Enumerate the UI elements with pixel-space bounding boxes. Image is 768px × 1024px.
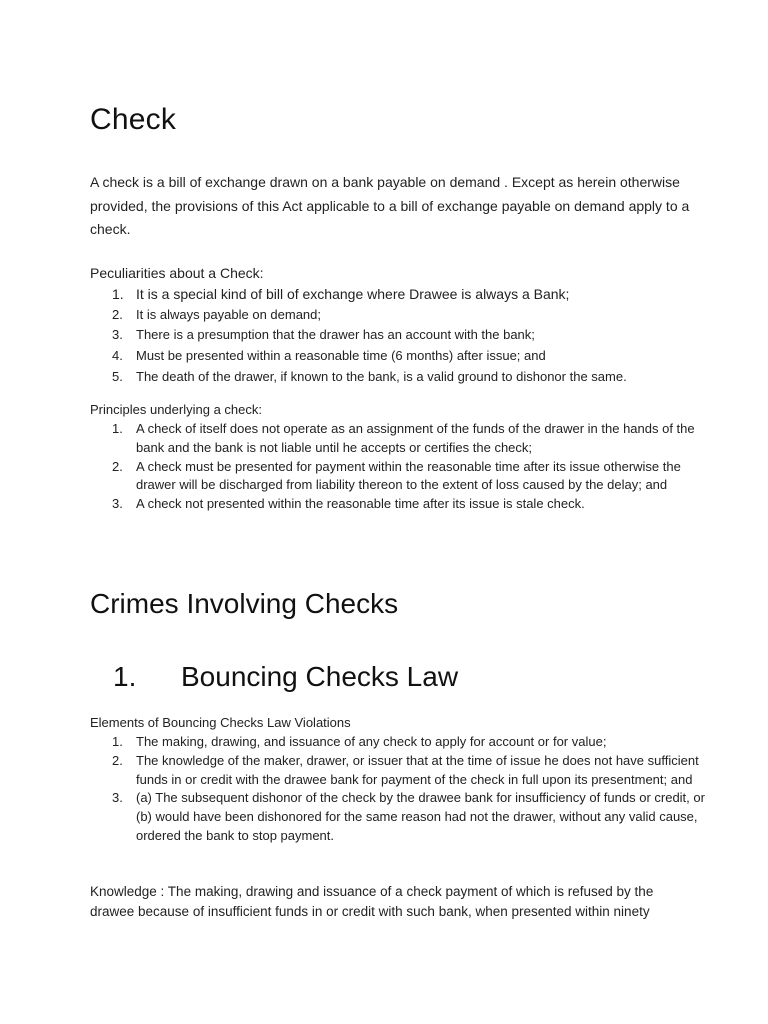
list-item-number: 2. [112,752,123,768]
subsection-title: Bouncing Checks Law [181,661,459,692]
intro-paragraph: A check is a bill of exchange drawn on a bank payable on demand . Except as herein otherwise provided, the provisions of this Act applicable to a bill of exchange payable on demand apply to a check. [90,174,690,237]
list-item [90,305,690,324]
list-item-text: The death of the drawer, if known to the bank, is a valid ground to dishonor the same. [136,369,627,384]
list-item [90,345,690,366]
list-item-number: 1. [112,734,123,749]
list-item [90,495,710,514]
list-item [90,458,710,496]
elements-list [90,733,710,846]
list-item-number: 4. [112,348,123,363]
list-item [90,284,690,305]
list-item [90,733,710,752]
subsection-heading [113,661,458,693]
list-item-text: The knowledge of the maker, drawer, or issuer that at the time of issue he does not have sufficient funds in or credit with the drawee bank for payment of the check in full upon its presentment; and [136,752,699,787]
section-heading: Crimes Involving Checks [90,588,399,619]
principles-label: Principles underlying a check: [90,402,262,417]
list-item-number: 1. [112,421,123,436]
list-item-number: 3. [112,790,123,806]
list-item-text: A check of itself does not operate as an assignment of the funds of the drawer in the hands of the bank and the bank is not liable until he accepts or certifies the check; [136,421,695,455]
list-item-text: A check not presented within the reasonable time after its issue is stale check. [136,496,585,512]
peculiarities-label: Peculiarities about a Check: [90,265,264,281]
list-item-number: 2. [112,458,123,474]
page-title: Check [90,103,177,136]
list-item [90,420,710,458]
list-item-number: 3. [112,496,123,512]
list-item-text: It is a special kind of bill of exchange where Drawee is always a Bank; [136,286,570,302]
list-item [90,366,690,387]
principles-list [90,420,710,514]
list-item [90,789,710,845]
list-item-number: 1. [112,286,124,302]
knowledge-paragraph: Knowledge : The making, drawing and issuance of a check payment of which is refused by the drawee because of insufficient funds in or credit with such bank, when presented within ninety [90,884,654,919]
list-item-number: 2. [112,307,123,322]
subsection-number: 1. [113,661,137,692]
list-item [90,324,690,345]
list-item-text: (a) The subsequent dishonor of the check by the drawee bank for insufficiency of funds or credit, or (b) would have been dishonored for the same reason had not the drawer, without any valid cause, ordered the bank to stop payment. [136,790,705,843]
elements-label: Elements of Bouncing Checks Law Violations [90,715,351,730]
peculiarities-list [90,284,690,387]
list-item-text: The making, drawing, and issuance of any check to apply for account or for value; [136,734,607,749]
list-item-number: 3. [112,327,123,342]
list-item-text: It is always payable on demand; [136,307,321,322]
list-item-text: There is a presumption that the drawer has an account with the bank; [136,327,535,342]
list-item [90,752,710,790]
list-item-text: Must be presented within a reasonable time (6 months) after issue; and [136,348,546,363]
list-item-text: A check must be presented for payment within the reasonable time after its issue otherwise the drawer will be discharged from liability thereon to the extent of loss caused by the delay; and [136,458,681,493]
list-item-number: 5. [112,369,123,384]
